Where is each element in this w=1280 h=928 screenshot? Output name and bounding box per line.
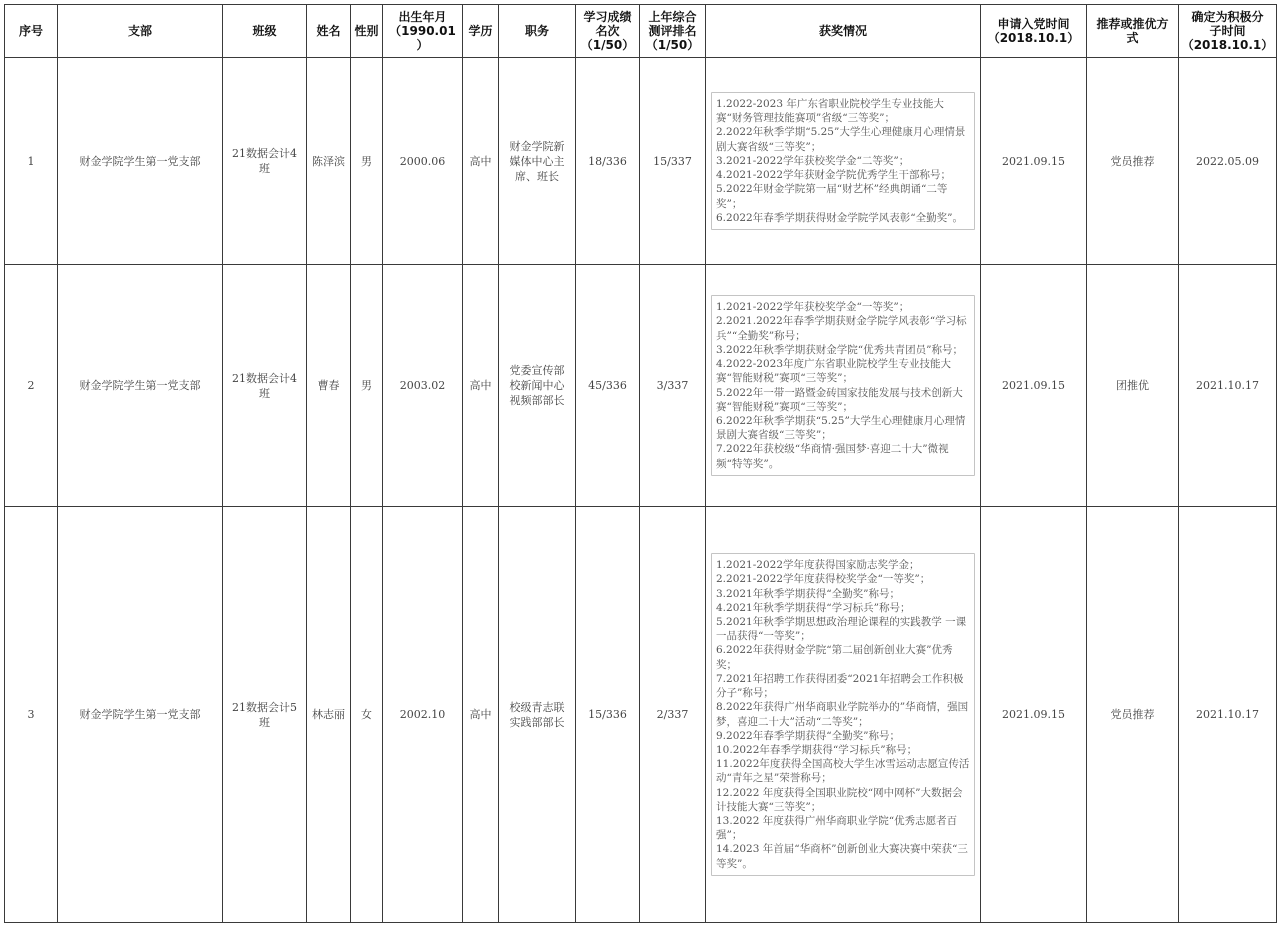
- cell-class: 21数据会计5 班: [223, 507, 307, 923]
- cell-education: 高中: [463, 265, 499, 507]
- cell-name: 陈泽滨: [307, 58, 351, 265]
- award-item: 14.2023 年首届“华商杯”创新创业大赛决赛中荣获“三等奖”。: [716, 843, 968, 870]
- cell-position: 校级青志联 实践部部长: [499, 507, 576, 923]
- awards-text-box: [711, 553, 975, 875]
- cell-study-rank: 18/336: [576, 58, 640, 265]
- header-position: 职务: [499, 5, 576, 58]
- award-item: 3.2022年秋季学期获财金学院“优秀共青团员”称号；: [716, 343, 963, 356]
- header-seq: 序号: [5, 5, 58, 58]
- header-branch: 支部: [58, 5, 223, 58]
- award-item: 2.2021.2022年春季学期获财金学院学风表彰“学习标兵”“全勤奖”称号；: [716, 315, 967, 342]
- award-item: 3.2021-2022学年获校奖学金“二等奖”；: [716, 154, 910, 167]
- award-item: 4.2021-2022学年获财金学院优秀学生干部称号；: [716, 169, 952, 182]
- award-item: 4.2022-2023年度广东省职业院校学生专业技能大赛“智能财税”赛项“三等奖”；: [716, 358, 952, 385]
- header-activist-time: 确定为积极分 子时间 （2018.10.1）: [1179, 5, 1277, 58]
- cell-seq: 2: [5, 265, 58, 507]
- header-eval-rank: 上年综合 测评排名 （1/50）: [640, 5, 706, 58]
- cell-recommend: 党员推荐: [1087, 58, 1179, 265]
- cell-recommend: 党员推荐: [1087, 507, 1179, 923]
- cell-name: 林志丽: [307, 507, 351, 923]
- cell-eval-rank: 15/337: [640, 58, 706, 265]
- cell-study-rank: 15/336: [576, 507, 640, 923]
- awards-text-box: [711, 295, 975, 475]
- table-row: [5, 507, 1277, 923]
- candidate-roster-table: [4, 4, 1277, 923]
- award-item: 13.2022 年度获得广州华商职业学院“优秀志愿者百强”；: [716, 814, 958, 842]
- award-item: 6.2022年秋季学期获“5.25”大学生心理健康月心理情景剧大赛省级“三等奖”；: [716, 414, 966, 442]
- cell-seq: 3: [5, 507, 58, 923]
- header-education: 学历: [463, 5, 499, 58]
- award-item: 1.2021-2022学年度获得国家励志奖学金；: [716, 559, 920, 572]
- awards-text-box: [711, 92, 975, 230]
- header-birth: 出生年月 （1990.01 ）: [383, 5, 463, 58]
- cell-branch: 财金学院学生第一党支部: [58, 507, 223, 923]
- cell-class: 21数据会计4 班: [223, 58, 307, 265]
- award-item: 9.2022年春季学期获得“全勤奖”称号；: [716, 729, 900, 742]
- header-gender: 性别: [351, 5, 383, 58]
- award-item: 5.2021年秋季学期思想政治理论课程的实践教学 一课一品获得“一等奖”；: [716, 616, 967, 643]
- award-item: 7.2021年招聘工作获得团委“2021年招聘会工作积极分子”称号；: [716, 672, 964, 700]
- cell-awards: [706, 265, 981, 507]
- cell-birth: 2003.02: [383, 265, 463, 507]
- header-recommend: 推荐或推优方 式: [1087, 5, 1179, 58]
- cell-apply-time: 2021.09.15: [981, 265, 1087, 507]
- cell-eval-rank: 2/337: [640, 507, 706, 923]
- cell-gender: 男: [351, 265, 383, 507]
- cell-activist-time: 2021.10.17: [1179, 265, 1277, 507]
- table-row: [5, 58, 1277, 265]
- award-item: 4.2021年秋季学期获得“学习标兵”称号；: [716, 601, 911, 614]
- header-awards: 获奖情况: [706, 5, 981, 58]
- cell-birth: 2000.06: [383, 58, 463, 265]
- cell-education: 高中: [463, 507, 499, 923]
- award-item: 2.2022年秋季学期“5.25”大学生心理健康月心理情景剧大赛省级“三等奖”；: [716, 126, 966, 153]
- cell-apply-time: 2021.09.15: [981, 507, 1087, 923]
- cell-activist-time: 2022.05.09: [1179, 58, 1277, 265]
- header-name: 姓名: [307, 5, 351, 58]
- cell-name: 曹春: [307, 265, 351, 507]
- award-item: 1.2021-2022学年获校奖学金“一等奖”；: [716, 301, 910, 314]
- award-item: 10.2022年春季学期获得“学习标兵”称号；: [716, 743, 918, 756]
- cell-position: 财金学院新 媒体中心主 席、班长: [499, 58, 576, 265]
- cell-gender: 女: [351, 507, 383, 923]
- cell-position: 党委宣传部 校新闻中心 视频部部长: [499, 265, 576, 507]
- cell-awards: [706, 507, 981, 923]
- cell-eval-rank: 3/337: [640, 265, 706, 507]
- header-study-rank: 学习成绩 名次 （1/50）: [576, 5, 640, 58]
- award-item: 3.2021年秋季学期获得“全勤奖”称号；: [716, 587, 900, 600]
- award-item: 6.2022年获得财金学院“第二届创新创业大赛”优秀奖；: [716, 644, 953, 671]
- cell-awards: [706, 58, 981, 265]
- cell-activist-time: 2021.10.17: [1179, 507, 1277, 923]
- award-item: 5.2022年财金学院第一届“财艺杯”经典朗诵“二等奖”；: [716, 183, 948, 210]
- award-item: 6.2022年春季学期获得财金学院学风表彰“全勤奖”。: [716, 211, 963, 224]
- table-row: [5, 265, 1277, 507]
- cell-branch: 财金学院学生第一党支部: [58, 58, 223, 265]
- cell-seq: 1: [5, 58, 58, 265]
- cell-study-rank: 45/336: [576, 265, 640, 507]
- cell-apply-time: 2021.09.15: [981, 58, 1087, 265]
- award-item: 8.2022年获得广州华商职业学院举办的”华商情，强国梦，喜迎二十大”活动“二等奖”；: [716, 701, 969, 728]
- cell-class: 21数据会计4 班: [223, 265, 307, 507]
- award-item: 7.2022年获校级“华商情·强国梦·喜迎二十大”微视频“特等奖”。: [716, 443, 949, 470]
- cell-gender: 男: [351, 58, 383, 265]
- cell-recommend: 团推优: [1087, 265, 1179, 507]
- cell-education: 高中: [463, 58, 499, 265]
- award-item: 5.2022年一带一路暨金砖国家技能发展与技术创新大赛“智能财税”赛项“三等奖”；: [716, 386, 963, 413]
- award-item: 1.2022-2023 年广东省职业院校学生专业技能大赛“财务管理技能赛项”省级“三等奖”；: [716, 98, 944, 125]
- header-class: 班级: [223, 5, 307, 58]
- award-item: 12.2022 年度获得全国职业院校“网中网杯”大数据会计技能大赛“三等奖”；: [716, 786, 963, 813]
- award-item: 2.2021-2022学年度获得校奖学金“一等奖”；: [716, 573, 931, 586]
- cell-birth: 2002.10: [383, 507, 463, 923]
- award-item: 11.2022年度获得全国高校大学生冰雪运动志愿宣传活动“青年之星”荣誉称号；: [716, 758, 970, 785]
- header-apply-time: 申请入党时间 （2018.10.1）: [981, 5, 1087, 58]
- cell-branch: 财金学院学生第一党支部: [58, 265, 223, 507]
- header-row: [5, 5, 1277, 58]
